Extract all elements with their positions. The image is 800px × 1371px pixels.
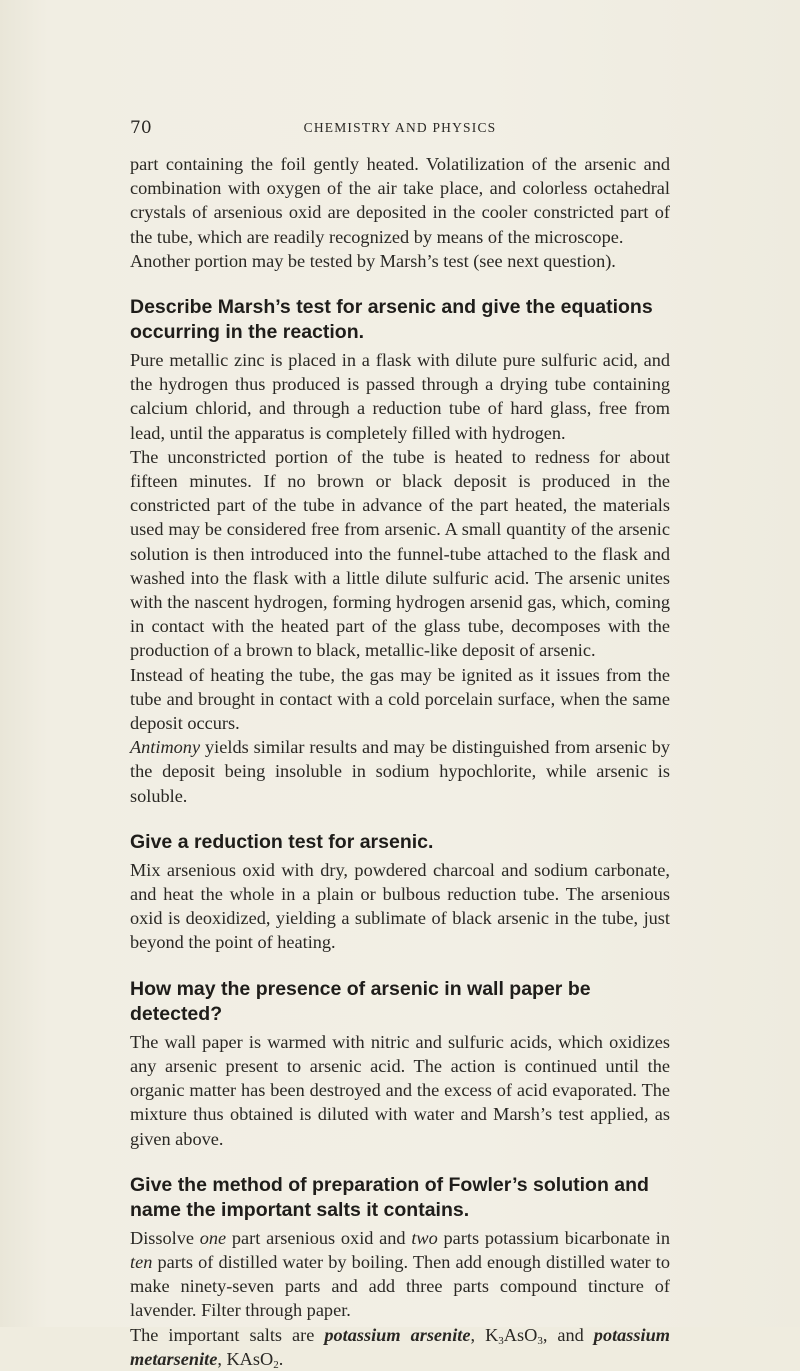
answer-fowler-paragraph-2 <box>130 1323 670 1371</box>
salts-text-e: . <box>278 1348 284 1369</box>
formula-kaso2 <box>226 1349 278 1369</box>
salts-text-d: , <box>217 1348 227 1369</box>
salt-potassium-metarsenite: potassium metarsenite <box>130 1324 670 1369</box>
intro-paragraph-2: Another portion may be tested by Marsh’s test (see next question). <box>130 250 616 271</box>
question-wall-paper: How may the presence of arsenic in wall paper be detected? <box>130 977 591 1025</box>
answer-reduction-paragraph: Mix arsenious oxid with dry, powdered charcoal and sodium carbonate, and heat the whole in a plain or bulbous reduction tube. The arsenious oxid is deoxidized, yielding a sublimate of black arsenic in the tube, just beyond the point of heating. <box>130 859 670 953</box>
fowler-text-a: Dissolve <box>130 1227 200 1248</box>
answer-marsh-paragraph-3: Instead of heating the tube, the gas may be ignited as it issues from the tube and brought in contact with a cold porcelain surface, when the same deposit occurs. <box>130 664 670 734</box>
page-number: 70 <box>130 118 152 138</box>
fowler-text-d: parts of distilled water by boiling. Then add enough distilled water to make ninety-seven parts and add three parts compound tincture of lavender. Filter through paper. <box>130 1251 670 1321</box>
salts-text-c: , and <box>542 1324 594 1345</box>
question-marsh-test: Describe Marsh’s test for arsenic and give the equations occurring in the reaction. <box>130 296 653 344</box>
fowler-two: two <box>411 1227 438 1248</box>
antimony-term: Antimony <box>130 737 201 758</box>
salts-text-a: The important salts are <box>130 1324 325 1345</box>
antimony-text: yields similar results and may be distinguished from arsenic by the deposit being insoluble in sodium hypochlorite, while arsenic is soluble. <box>130 737 670 806</box>
formula-sub-3b: 3 <box>537 1334 543 1347</box>
fowler-text-b: part arsenious oxid and <box>226 1227 412 1248</box>
salt-potassium-arsenite: potassium arsenite <box>324 1324 471 1345</box>
formula-aso: AsO <box>503 1324 538 1345</box>
formula-k3aso3 <box>485 1325 543 1345</box>
formula-sub-3a: 3 <box>498 1334 504 1347</box>
running-head: CHEMISTRY AND PHYSICS <box>303 120 497 135</box>
fowler-one: one <box>199 1227 227 1248</box>
answer-fowler-paragraph-1 <box>130 1226 670 1323</box>
salts-text-b: , <box>470 1324 486 1345</box>
intro-paragraph-1: part containing the foil gently heated. Volatilization of the arsenic and combination with oxygen of the air take place, and colorless octahedral crystals of arsenious oxid are deposited in the cooler constricted part of the tube, which are readily recognized by means of the microscope. <box>130 154 670 247</box>
answer-marsh-paragraph-1: Pure metallic zinc is placed in a flask with dilute pure sulfuric acid, and the hydrogen thus produced is passed through a drying tube containing calcium chlorid, and through a reduction tube of hard glass, free from lead, until the apparatus is completely filled with hydrogen. <box>130 350 670 443</box>
answer-marsh-paragraph-2: The unconstricted portion of the tube is heated to redness for about fifteen minutes. If no brown or black deposit is produced in the constricted part of the tube in advance of the part heated, the materials used may be considered free from arsenic. A small quantity of the arsenic solution is then introduced into the funnel-tube attached to the flask and washed into the flask with a little dilute sulfuric acid. The arsenic unites with the nascent hydrogen, forming hydrogen arsenid gas, which, coming in contact with the heated part of the glass tube, decomposes with the production of a brown to black, metallic-like deposit of arsenic. <box>130 446 670 661</box>
question-fowlers-solution: Give the method of preparation of Fowler’s solution and name the important salts it contains. <box>130 1173 649 1221</box>
formula-sub-2: 2 <box>273 1358 279 1371</box>
fowler-ten: ten <box>130 1251 153 1272</box>
page-body <box>130 152 670 1371</box>
formula-k: K <box>485 1324 499 1345</box>
answer-wall-paper-paragraph: The wall paper is warmed with nitric and sulfuric acids, which oxidizes any arsenic present to arsenic acid. The action is continued until the organic matter has been destroyed and the excess of acid evaporated. The mixture thus obtained is diluted with water and Marsh’s test applied, as given above. <box>130 1031 670 1149</box>
fowler-text-c: parts potassium bicarbonate in <box>437 1227 670 1248</box>
answer-marsh-paragraph-4 <box>130 735 670 808</box>
question-reduction-test: Give a reduction test for arsenic. <box>130 830 434 853</box>
formula-kaso: KAsO <box>226 1348 274 1369</box>
page-header <box>130 118 670 140</box>
